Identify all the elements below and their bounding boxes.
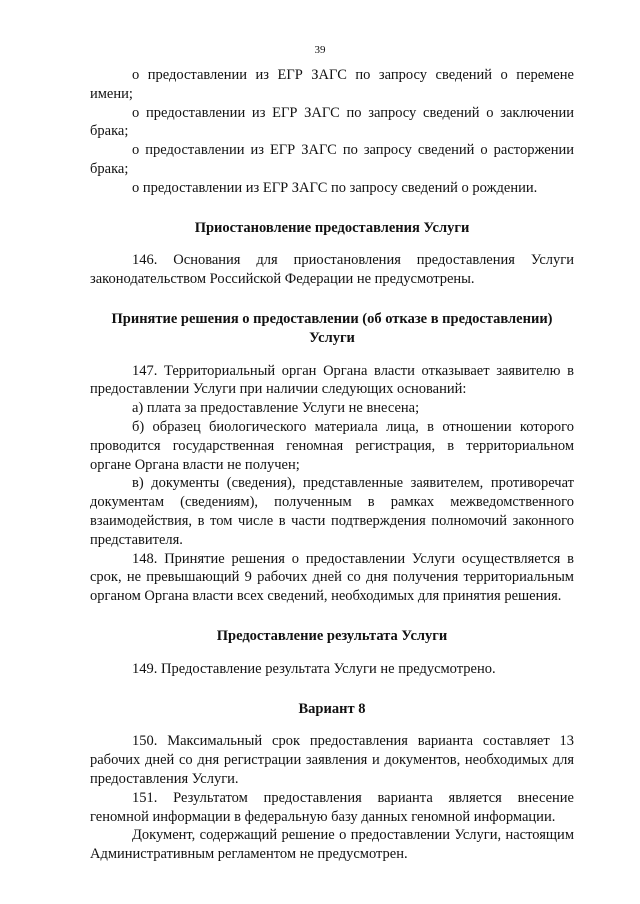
paragraph-147-c: в) документы (сведения), представленные заявителем, противоречат документам (сведениям), полученным в рамках межведомственного взаимодействия, в том числе в части подтверждения полномочий законного представителя. <box>90 475 574 548</box>
paragraph-document: Документ, содержащий решение о предоставлении Услуги, настоящим Административным регламентом не предусмотрен. <box>90 827 574 863</box>
paragraph-147-a: а) плата за предоставление Услуги не внесена; <box>132 400 420 417</box>
section-heading-result: Предоставление результата Услуги <box>216 627 448 644</box>
list-item: о предоставлении из ЕГР ЗАГС по запросу сведений о заключении брака; <box>90 104 574 140</box>
paragraph-150: 150. Максимальный срок предоставления варианта составляет 13 рабочих дней со дня регистрации заявления и документов, необходимых для предоставления Услуги. <box>90 733 574 787</box>
paragraph-149: 149. Предоставление результата Услуги не предусмотрено. <box>132 660 496 677</box>
paragraph-147: 147. Территориальный орган Органа власти отказывает заявителю в предоставлении Услуги при наличии следующих оснований: <box>90 362 574 398</box>
section-heading-suspension: Приостановление предоставления Услуги <box>194 219 470 236</box>
paragraph-147-b: б) образец биологического материала лица, в отношении которого проводится государственная геномная регистрация, в территориальном органе Органа власти не получен; <box>90 418 574 473</box>
paragraph-146: 146. Основания для приостановления предоставления Услуги законодательством Российской Федерации не предусмотрены. <box>90 252 574 288</box>
list-item: о предоставлении из ЕГР ЗАГС по запросу сведений о рождении. <box>132 179 538 196</box>
paragraph-148: 148. Принятие решения о предоставлении Услуги осуществляется в срок, не превышающий 9 рабочих дней со дня получения территориальным органом Органа власти всех сведений, необходимых для принятия решения. <box>90 550 574 605</box>
document-body <box>90 66 574 864</box>
paragraph-151: 151. Результатом предоставления варианта является внесение геномной информации в федеральную базу данных геномной информации. <box>90 789 574 825</box>
section-heading-decision: Принятие решения о предоставлении (об отказе в предоставлении) Услуги <box>111 310 553 346</box>
page-number: 39 <box>314 44 326 56</box>
section-heading-variant-8: Вариант 8 <box>298 700 366 717</box>
list-item: о предоставлении из ЕГР ЗАГС по запросу сведений о перемене имени; <box>90 67 574 102</box>
list-item: о предоставлении из ЕГР ЗАГС по запросу сведений о расторжении брака; <box>90 142 574 177</box>
